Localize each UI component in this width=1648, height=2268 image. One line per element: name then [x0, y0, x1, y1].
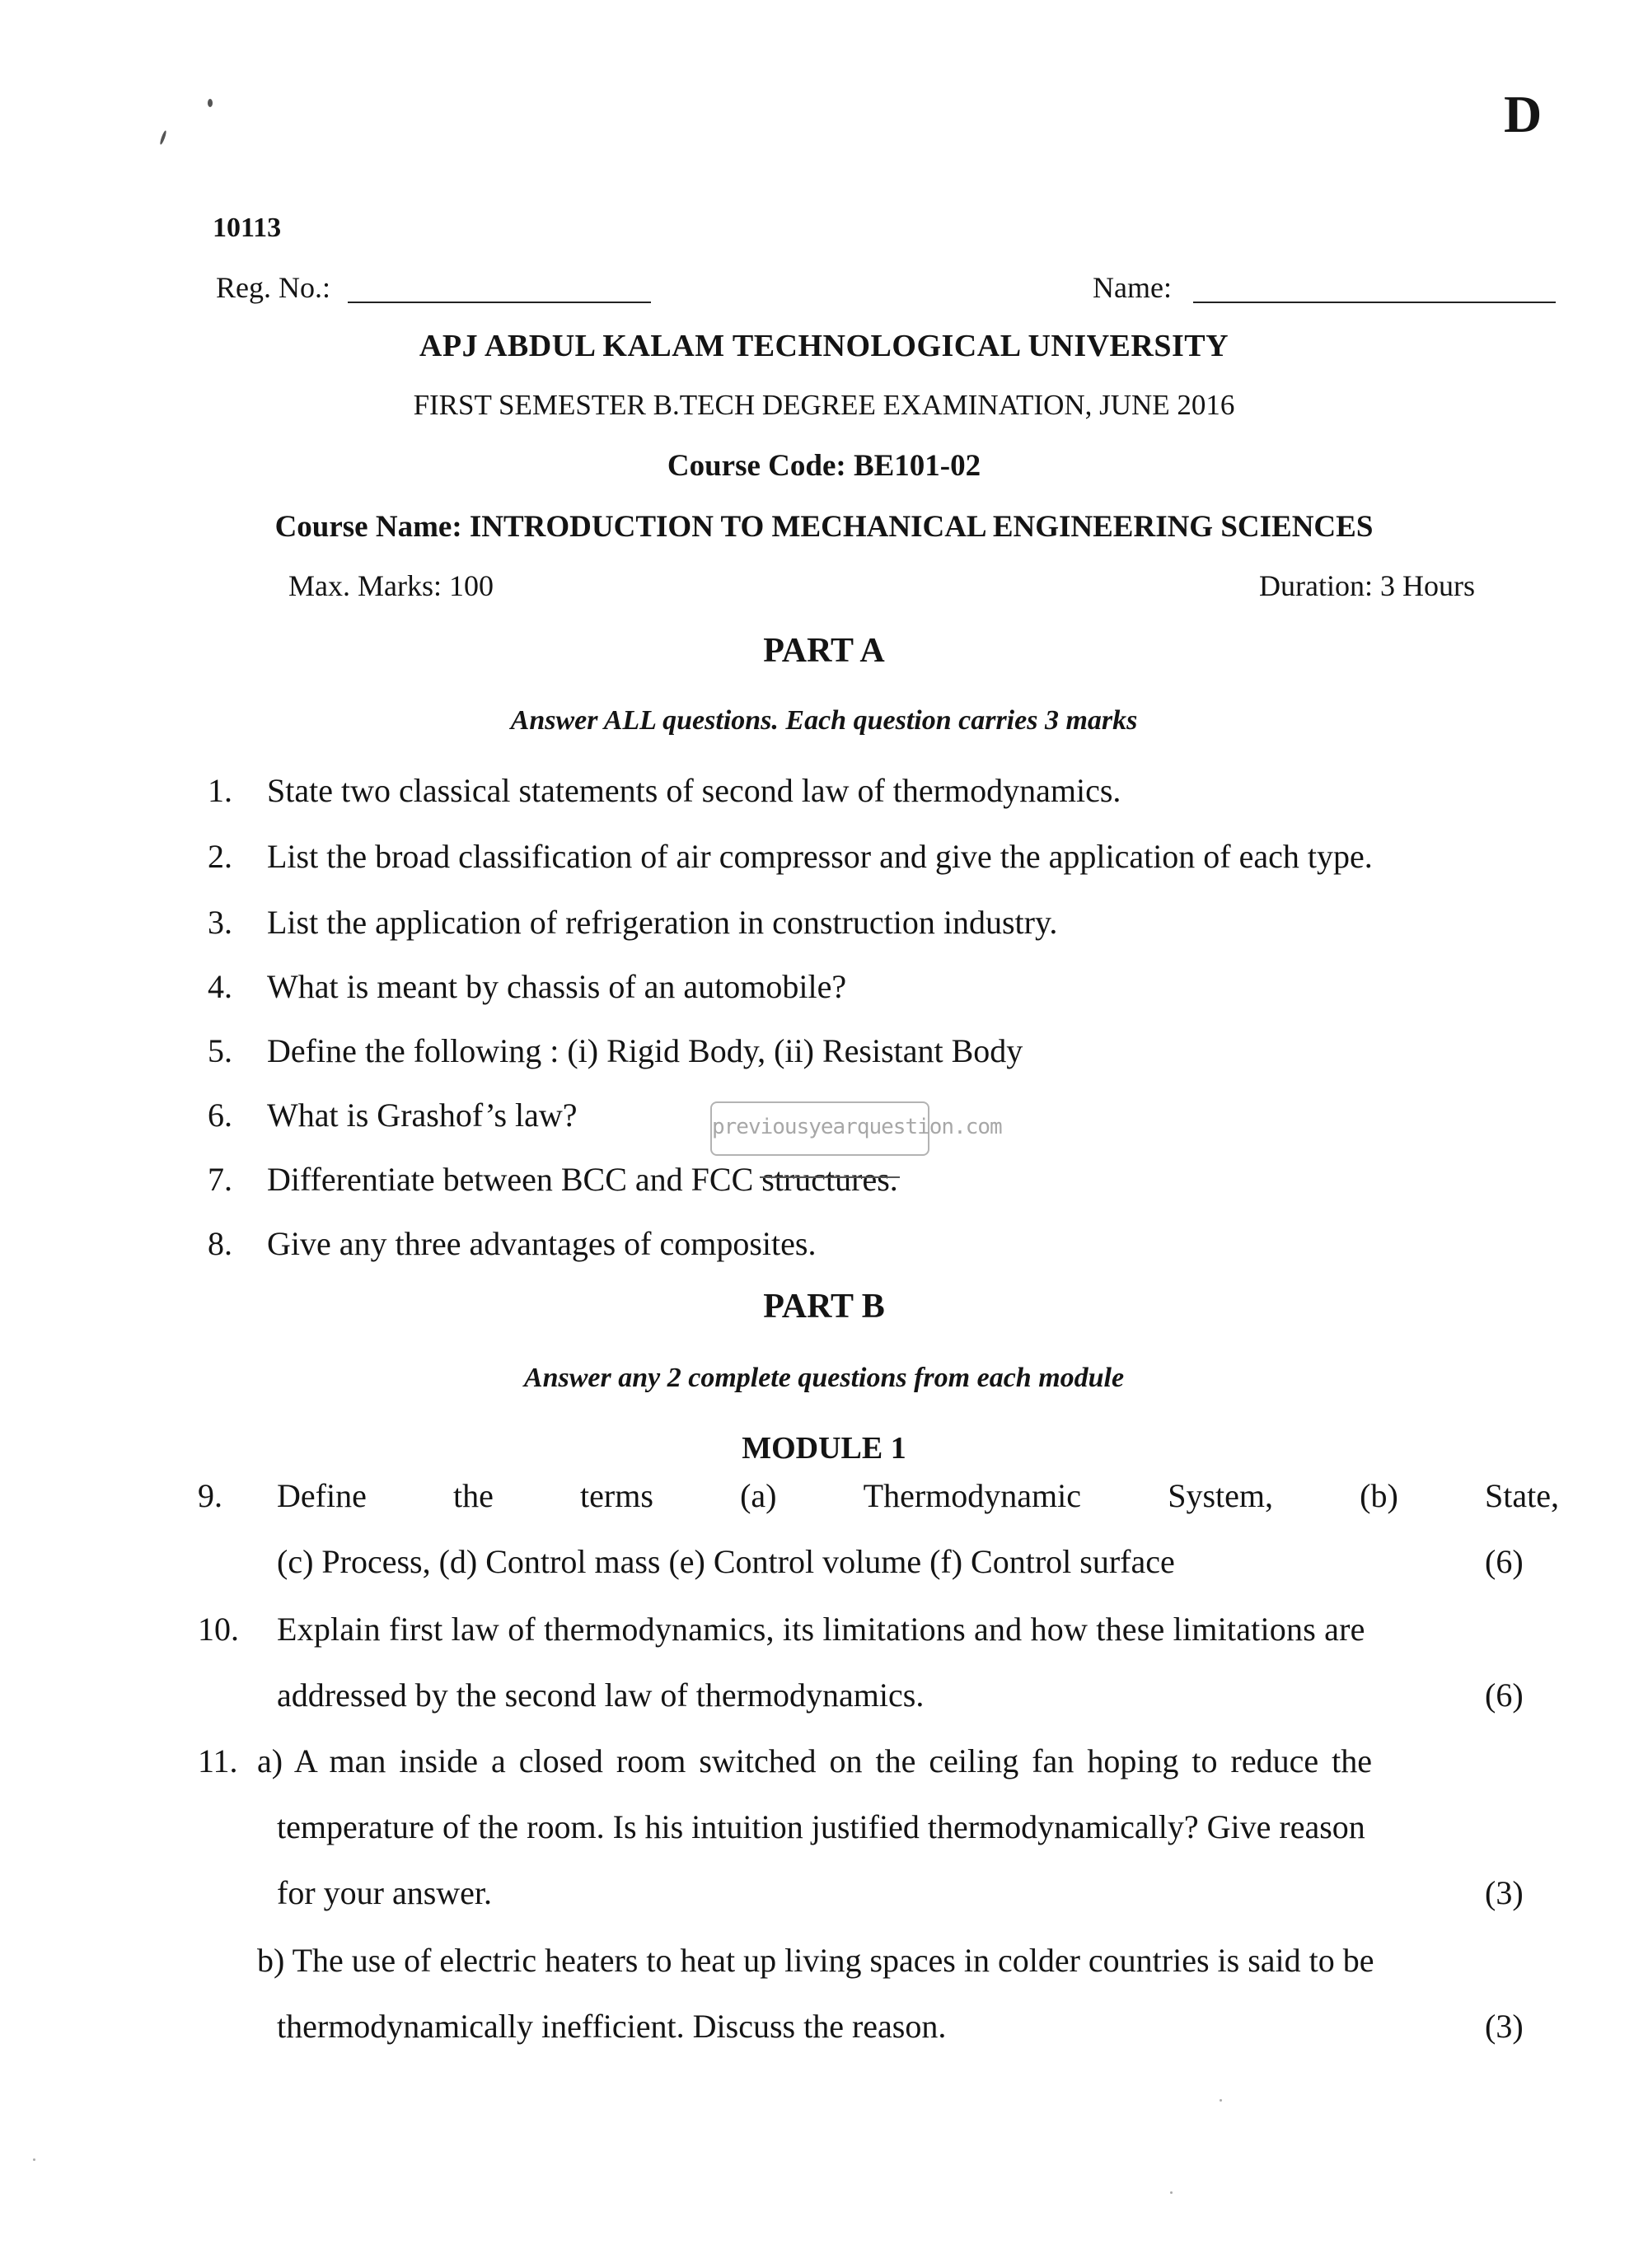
question-text: Define the following : (i) Rigid Body, (ii) Resistant Body	[267, 1032, 1023, 1069]
q9-word: State,	[1484, 1477, 1559, 1514]
question-10-line-2: addressed by the second law of thermodynamics.	[277, 1676, 925, 1714]
q9-word: (a)	[740, 1477, 777, 1514]
question-10-number: 10.	[198, 1611, 239, 1648]
duration: Duration: 3 Hours	[1259, 569, 1475, 602]
question-number: 2.	[208, 838, 232, 875]
scan-mark	[1170, 2191, 1173, 2194]
q9-word: Thermodynamic	[863, 1477, 1082, 1514]
question-1	[208, 771, 1608, 812]
question-11b-marks: (3)	[1485, 2008, 1524, 2045]
scan-strike-line	[760, 1176, 900, 1178]
course-name: Course Name: INTRODUCTION TO MECHANICAL ENGINEERING SCIENCES	[274, 510, 1374, 544]
course-code: Course Code: BE101-02	[667, 449, 981, 483]
part-b-instruction: Answer any 2 complete questions from each module	[523, 1363, 1125, 1393]
question-number: 9.	[198, 1477, 222, 1514]
question-number: 6.	[208, 1097, 232, 1134]
question-9-line-2: (c) Process, (d) Control mass (e) Control volume (f) Control surface	[277, 1543, 1175, 1580]
question-text: List the application of refrigeration in construction industry.	[267, 904, 1058, 941]
q9-word: Define	[277, 1477, 367, 1514]
part-a-instruction: Answer ALL questions. Each question carries 3 marks	[510, 705, 1138, 736]
question-11-number: 11.	[198, 1742, 238, 1779]
question-number: 1.	[208, 772, 232, 809]
name-field[interactable]	[1193, 302, 1556, 303]
question-9-line-1	[277, 1476, 1559, 1515]
question-10-marks: (6)	[1485, 1676, 1524, 1714]
scan-mark	[159, 130, 167, 145]
q9-word: System,	[1168, 1477, 1273, 1514]
name-label: Name:	[1093, 271, 1172, 304]
question-2	[208, 837, 1608, 878]
candidate-details-row	[216, 270, 1556, 311]
question-11b-line-2: thermodynamically inefficient. Discuss the reason.	[277, 2008, 947, 2045]
reg-no-field[interactable]	[348, 302, 651, 303]
marks-duration-row	[288, 568, 1475, 610]
q9-word: (b)	[1360, 1477, 1398, 1514]
set-letter: D	[1504, 85, 1543, 143]
q9-word: terms	[580, 1477, 653, 1514]
question-number: 4.	[208, 968, 232, 1005]
question-text: State two classical statements of second law of thermodynamics.	[267, 772, 1121, 809]
question-11a-line-1: a) A man inside a closed room switched on the ceiling fan hoping to reduce the	[257, 1742, 1372, 1779]
question-4	[208, 967, 1608, 1008]
reg-no-label: Reg. No.:	[216, 271, 330, 304]
question-11a-marks: (3)	[1485, 1874, 1524, 1911]
scan-mark	[33, 2158, 35, 2161]
question-3	[208, 903, 1608, 944]
max-marks: Max. Marks: 100	[288, 569, 494, 602]
scan-mark	[1220, 2099, 1222, 2102]
question-9-marks: (6)	[1485, 1543, 1524, 1580]
question-9-number	[198, 1476, 264, 1517]
question-text: What is meant by chassis of an automobile?	[267, 968, 847, 1005]
question-11a-line-3: for your answer.	[277, 1874, 493, 1911]
watermark-logo: previousyearquestion.com	[710, 1101, 929, 1156]
question-number: 8.	[208, 1225, 232, 1262]
university-name: APJ ABDUL KALAM TECHNOLOGICAL UNIVERSITY	[419, 329, 1229, 363]
scan-mark	[208, 99, 213, 107]
question-text: List the broad classification of air compressor and give the application of each type.	[267, 838, 1373, 875]
part-b-heading: PART B	[763, 1288, 885, 1326]
part-a-heading: PART A	[763, 632, 885, 670]
question-text: Give any three advantages of composites.	[267, 1225, 817, 1262]
question-number: 7.	[208, 1161, 232, 1198]
question-number: 3.	[208, 904, 232, 941]
question-text: What is Grashof’s law?	[267, 1097, 578, 1134]
question-5	[208, 1031, 1608, 1073]
question-11b-line-1: b) The use of electric heaters to heat up living spaces in colder countries is said to be	[257, 1942, 1374, 1979]
question-8	[208, 1224, 1608, 1265]
paper-code: 10113	[213, 213, 282, 243]
question-7	[208, 1160, 1608, 1201]
question-text: Differentiate between BCC and FCC structures.	[267, 1161, 898, 1198]
question-10-line-1: Explain first law of thermodynamics, its limitations and how these limitations are	[277, 1611, 1365, 1648]
module-heading: MODULE 1	[742, 1431, 906, 1466]
question-11a-line-2: temperature of the room. Is his intuition justified thermodynamically? Give reason	[277, 1808, 1365, 1845]
question-number: 5.	[208, 1032, 232, 1069]
exam-title: FIRST SEMESTER B.TECH DEGREE EXAMINATION, JUNE 2016	[413, 389, 1235, 421]
q9-word: the	[453, 1477, 494, 1514]
